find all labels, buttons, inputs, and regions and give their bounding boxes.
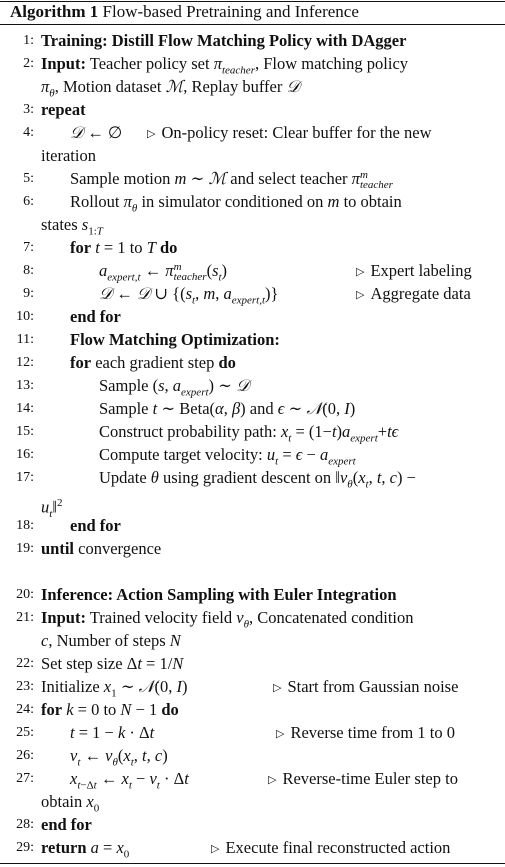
comment-triangle-icon: ▷ [273,682,282,694]
comment-text: Aggregate data [370,284,471,303]
algorithm-line: t = 1 − k · Δt [70,723,155,742]
comment-text: Expert labeling [370,261,472,280]
algorithm-line: for t = 1 to T do [70,238,178,257]
line-number: 3: [23,102,34,117]
line-number: 15: [16,424,34,439]
comment-triangle-icon: ▷ [268,774,277,786]
comment-triangle-icon: ▷ [356,289,365,301]
line-number: 8: [23,263,34,278]
line-comment [211,837,450,859]
line-comment [147,122,431,144]
algorithm-line: 𝒟 ← 𝒟 ∪ {($s_t$, m, $a_{expert,t}$)} [99,284,279,307]
line-number: 23: [16,679,34,694]
comment-text: On-policy reset: Clear buffer for the new [161,123,432,142]
line-number: 2: [23,56,34,71]
line-number: 27: [16,771,34,786]
algorithm-line: states $s_{1:T}$ [41,215,103,238]
line-number: 6: [23,194,34,209]
algorithm-line: Rollout $\pi_\theta$ in simulator conditioned on m to obtain [70,192,402,215]
algorithm-line: iteration [41,146,96,165]
line-number: 5: [23,171,34,186]
bottom-rule [0,863,505,864]
line-number: 4: [23,125,34,140]
line-number: 7: [23,240,34,255]
algorithm-line: Compute target velocity: $u_t = \epsilon - a_{expert}$ [99,445,356,468]
line-number: 1: [23,33,34,48]
line-number: 24: [16,702,34,717]
comment-text: Execute final reconstructed action [225,838,451,857]
algorithm-line: return $a = x_0$ [41,838,130,861]
algorithm-line: end for [70,516,121,535]
algorithm-line: Inference: Action Sampling with Euler Integration [41,585,397,604]
comment-triangle-icon: ▷ [211,843,220,855]
comment-triangle-icon: ▷ [356,266,365,278]
line-number: 11: [16,332,34,347]
algorithm-line: obtain $x_0$ [41,792,100,815]
line-number: 29: [16,840,34,855]
line-number: 21: [16,610,34,625]
algorithm-title [10,2,359,22]
algorithm-line: Sample t ∼ Beta(α, β) and ϵ ∼ 𝒩(0, I) [99,399,356,418]
line-number: 12: [16,355,34,370]
line-number: 16: [16,447,34,462]
header-rule [0,24,505,25]
line-number: 25: [16,725,34,740]
algorithm-line: c, Number of steps N [41,631,181,650]
line-number: 9: [23,286,34,301]
algorithm-line: for each gradient step do [70,353,236,372]
algorithm-line: repeat [41,100,86,119]
algorithm-line: Input: Trained velocity field $v_\theta$, Concatenated condition [41,608,414,631]
line-number: 10: [16,309,34,324]
line-number: 14: [16,401,34,416]
algorithm-line: Flow Matching Optimization: [70,330,280,349]
algorithm-line: $v_t$ ← $v_\theta(x_t$, t, c) [70,746,168,769]
algorithm-line: $a_{expert,t}$ ← πm $teacher(s_t)$ [99,261,228,284]
algorithm-line: Training: Distill Flow Matching Policy with DAgger [41,31,407,50]
algorithm-line: for k = 0 to N − 1 do [41,700,179,719]
algorithm-line: $\pi_\theta$, Motion dataset ℳ, Replay buffer 𝒟 [41,77,300,100]
line-comment [356,283,471,305]
algorithm-line: Input: Teacher policy set $\pi_{teacher}$, Flow matching policy [41,54,409,77]
line-number: 13: [16,378,34,393]
line-comment [276,722,455,744]
algorithm-line: 𝒟 ← ∅ [70,123,123,142]
algorithm-line: Construct probability path: $x_t = (1-t)a_{expert}+t\epsilon$ [99,422,399,445]
algorithm-line: Sample (s, $a_{expert}$) ∼ 𝒟 [99,376,250,399]
algorithm-line: end for [41,815,92,834]
line-comment [273,676,458,698]
algorithm-line: $x_{t-\Delta t}$ ← $x_t - v_t \cdot \Delta t$ [70,769,189,792]
line-number: 20: [16,587,34,602]
comment-triangle-icon: ▷ [147,128,156,140]
comment-text: Start from Gaussian noise [287,677,459,696]
comment-text: Reverse time from 1 to 0 [290,723,455,742]
comment-text: Reverse-time Euler step to [282,769,458,788]
line-number: 17: [16,470,34,485]
line-number: 18: [16,518,34,533]
line-comment [268,768,458,790]
algorithm-line: Sample motion m ∼ ℳ and select teacher πm teacher [70,169,393,192]
algorithm-line: Initialize $x_1$ ∼ 𝒩(0, I) [41,677,188,700]
line-number: 28: [16,817,34,832]
algorithm-line: until convergence [41,539,162,558]
algorithm-line: Update θ using gradient descent on $‖v_\theta(x_t$, t, c) − [99,468,416,491]
algorithm-line: Set step size Δt = 1/N [41,654,184,673]
algorithm-line: $u_t‖^2$ [41,497,63,520]
algorithm-line: end for [70,307,121,326]
line-number: 22: [16,656,34,671]
comment-triangle-icon: ▷ [276,728,285,740]
line-comment [356,260,472,282]
line-number: 19: [16,541,34,556]
algorithm-label: Algorithm 1 [10,2,99,21]
line-number: 26: [16,748,34,763]
algorithm-name: Flow-based Pretraining and Inference [102,2,359,21]
